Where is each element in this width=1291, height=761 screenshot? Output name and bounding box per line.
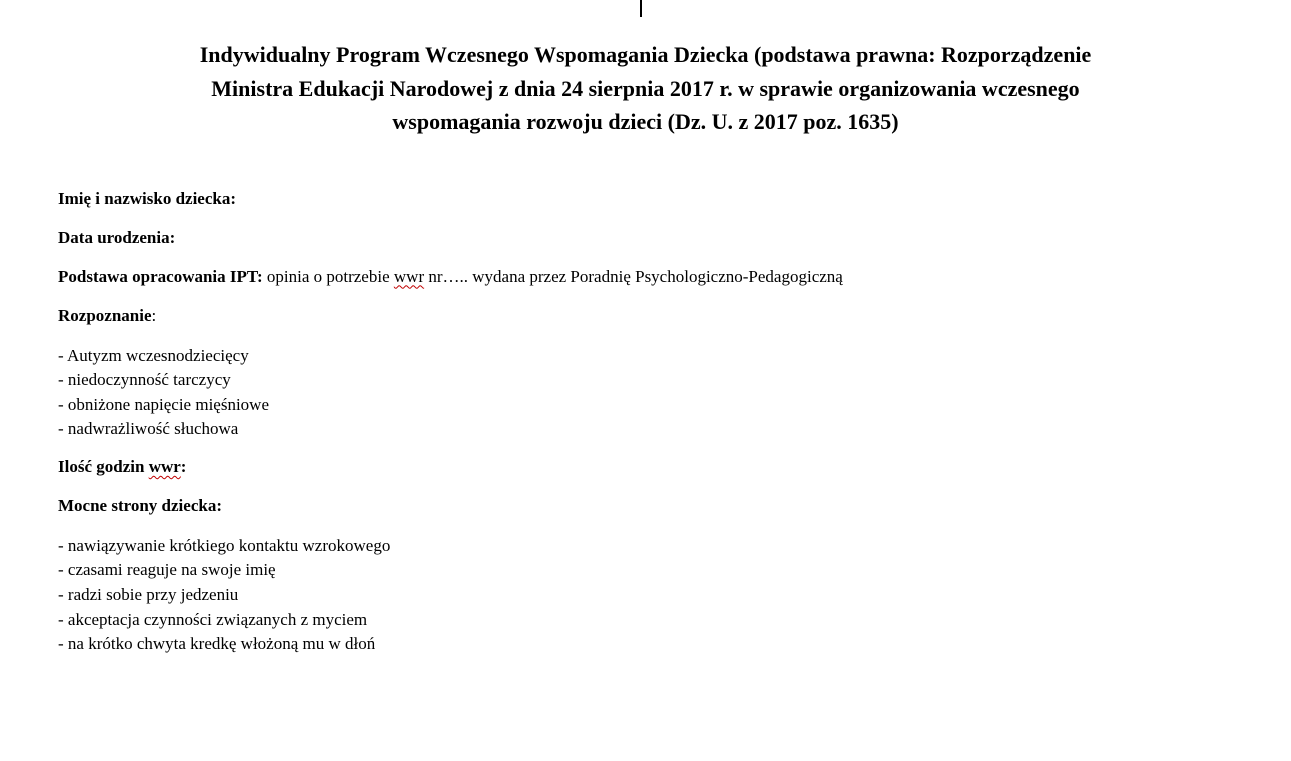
text-cursor-marker [640,0,642,17]
hours-label-colon: : [180,456,187,476]
title-line-1: Indywidualny Program Wczesnego Wspomagania Dziecka (podstawa prawna: Rozporządzenie [199,42,1092,67]
ipt-basis-label: Podstawa opracowania IPT: [58,266,263,286]
misspelled-word-wwr: wwr [393,266,425,286]
document-title [66,38,1226,139]
misspelled-word-wwr: wwr [148,456,181,476]
field-hours-label [58,456,1251,477]
title-line-2: Ministra Edukacji Narodowej z dnia 24 sierpnia 2017 r. w sprawie organizowania wczesnego [211,75,1080,101]
strengths-list-item: - czasami reaguje na swoje imię [58,560,276,580]
field-ipt-basis [58,266,1251,287]
strengths-list-item: - radzi sobie przy jedzeniu [58,585,239,605]
strengths-list [58,534,1251,657]
document-body[interactable] [58,188,1251,657]
strengths-list-item: - nawiązywanie krótkiego kontaktu wzrokowego [58,535,391,555]
diagnosis-list-item: - Autyzm wczesnodziecięcy [58,345,249,365]
title-line-3: wspomagania rozwoju dzieci (Dz. U. z 2017 poz. 1635) [392,109,899,134]
diagnosis-list-item: - obniżone napięcie mięśniowe [58,394,270,414]
ipt-basis-text-before: opinia o potrzebie [262,266,394,286]
diagnosis-label-colon: : [151,305,157,325]
hours-label-text: Ilość godzin [58,456,149,476]
strengths-list-item: - akceptacja czynności związanych z myciem [58,609,368,629]
field-diagnosis-label [58,305,1251,326]
field-child-name-label: Imię i nazwisko dziecka: [58,188,237,208]
ipt-basis-text-after: nr….. wydana przez Poradnię Psychologiczno-Pedagogiczną [424,266,843,286]
diagnosis-list-item: - niedoczynność tarczycy [58,370,231,390]
strengths-list-item: - na krótko chwyta kredkę włożoną mu w dłoń [58,634,376,654]
field-birth-date-label: Data urodzenia: [58,227,176,247]
field-strengths-label: Mocne strony dziecka: [58,495,222,515]
diagnosis-label-text: Rozpoznanie [58,305,152,325]
diagnosis-list [58,344,1251,442]
diagnosis-list-item: - nadwrażliwość słuchowa [58,419,239,439]
